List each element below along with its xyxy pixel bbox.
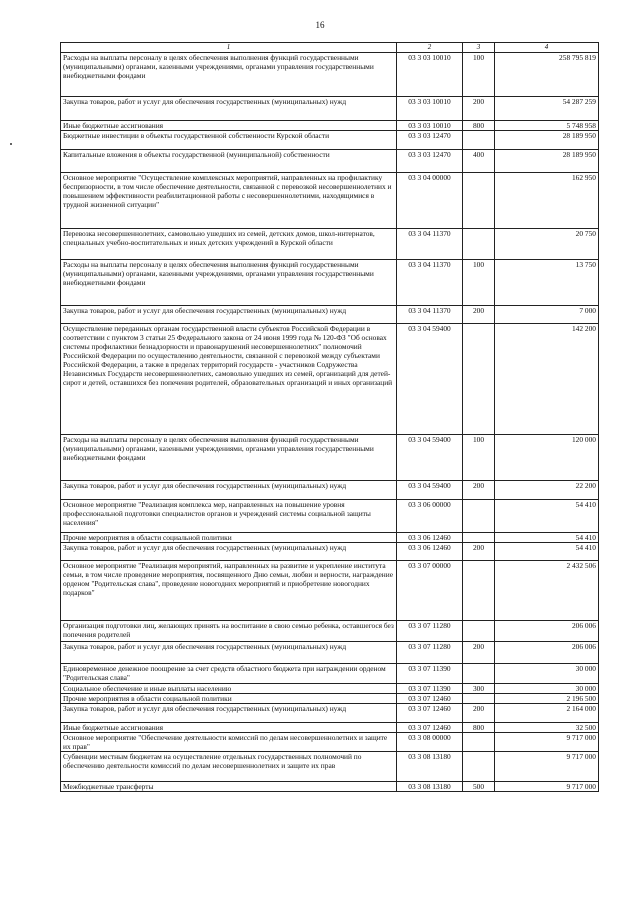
table-row [61, 173, 599, 229]
row-code: 03 3 08 13180 [397, 752, 463, 782]
row-expense-type [463, 229, 495, 260]
row-expense-type: 400 [463, 150, 495, 173]
row-name: Закупка товаров, работ и услуг для обеспечения государственных (муниципальных) нужд [61, 543, 397, 561]
table-row [61, 533, 599, 543]
row-expense-type [463, 621, 495, 642]
row-amount: 2 432 506 [495, 561, 599, 621]
row-expense-type [463, 733, 495, 752]
row-name: Субвенции местным бюджетам на осуществление отдельных государственных полномочий по обеспечению деятельности комиссий по делам несовершеннолетних и защите их прав [61, 752, 397, 782]
column-number: 1 [61, 43, 397, 53]
row-name: Иные бюджетные ассигнования [61, 723, 397, 733]
table-row [61, 664, 599, 684]
row-code: 03 3 04 59400 [397, 481, 463, 500]
row-code: 03 3 07 11280 [397, 621, 463, 642]
row-code: 03 3 08 00000 [397, 733, 463, 752]
row-code: 03 3 03 10010 [397, 121, 463, 131]
row-amount: 162 950 [495, 173, 599, 229]
row-name: Осуществление переданных органам государственной власти субъектов Российской Федерации в соответствии с пунктом 3 статьи 25 Федерального закона от 24 июня 1999 года № 120-ФЗ "Об основах системы профилактики безнадзорности и правонарушений несовершеннолетних" полномочий Российской Федерации по осуществлению деятельности, связанной с перевозкой между субъектами Российской Федерации, а также в пределах территорий государств - участников Содружества Независимых Государств несовершеннолетних, самовольно ушедших из семей, организаций для детей-сирот и детей, оставшихся без попечения родителей, образовательных организаций и иных организаций [61, 324, 397, 435]
row-expense-type [463, 533, 495, 543]
row-name: Расходы на выплаты персоналу в целях обеспечения выполнения функций государственными (муниципальными) органами, казенными учреждениями, органами управления государственными внебюджетными фондами [61, 260, 397, 306]
row-expense-type: 300 [463, 684, 495, 694]
row-expense-type [463, 664, 495, 684]
row-code: 03 3 03 10010 [397, 97, 463, 121]
table-row [61, 543, 599, 561]
column-number: 3 [463, 43, 495, 53]
row-expense-type [463, 694, 495, 704]
table-row [61, 131, 599, 150]
row-expense-type [463, 131, 495, 150]
row-expense-type: 500 [463, 782, 495, 792]
row-amount: 2 164 000 [495, 704, 599, 723]
table-row [61, 260, 599, 306]
row-code: 03 3 06 12460 [397, 543, 463, 561]
row-name: Капитальные вложения в объекты государственной (муниципальной) собственности [61, 150, 397, 173]
row-name: Закупка товаров, работ и услуг для обеспечения государственных (муниципальных) нужд [61, 306, 397, 324]
page-number: 16 [315, 20, 325, 30]
table-row [61, 500, 599, 533]
row-amount: 20 750 [495, 229, 599, 260]
row-amount: 206 006 [495, 642, 599, 664]
row-amount: 7 000 [495, 306, 599, 324]
row-amount: 9 717 000 [495, 733, 599, 752]
row-name: Основное мероприятие "Реализация комплекса мер, направленных на повышение уровня профессиональной подготовки специалистов органов и учреждений системы социальной защиты населения" [61, 500, 397, 533]
table-row [61, 782, 599, 792]
row-amount: 32 500 [495, 723, 599, 733]
table-row [61, 324, 599, 435]
row-name: Прочие мероприятия в области социальной политики [61, 533, 397, 543]
row-expense-type: 200 [463, 704, 495, 723]
table-row [61, 561, 599, 621]
table-row [61, 694, 599, 704]
row-name: Закупка товаров, работ и услуг для обеспечения государственных (муниципальных) нужд [61, 704, 397, 723]
table-row [61, 435, 599, 481]
row-code: 03 3 07 11280 [397, 642, 463, 664]
row-code: 03 3 07 00000 [397, 561, 463, 621]
row-expense-type: 200 [463, 97, 495, 121]
table-row [61, 684, 599, 694]
table-row [61, 53, 599, 97]
row-amount: 30 000 [495, 664, 599, 684]
table-row [61, 229, 599, 260]
row-code: 03 3 04 00000 [397, 173, 463, 229]
table-row [61, 97, 599, 121]
budget-table [60, 42, 599, 792]
row-amount: 120 000 [495, 435, 599, 481]
row-code: 03 3 08 13180 [397, 782, 463, 792]
row-amount: 2 196 500 [495, 694, 599, 704]
row-name: Закупка товаров, работ и услуг для обеспечения государственных (муниципальных) нужд [61, 642, 397, 664]
row-code: 03 3 07 11390 [397, 664, 463, 684]
row-expense-type: 100 [463, 435, 495, 481]
table-row [61, 752, 599, 782]
row-code: 03 3 07 12460 [397, 723, 463, 733]
row-name: Иные бюджетные ассигнования [61, 121, 397, 131]
row-amount: 5 748 958 [495, 121, 599, 131]
row-amount: 54 410 [495, 500, 599, 533]
row-expense-type: 200 [463, 543, 495, 561]
row-name: Основное мероприятие "Осуществление комплексных мероприятий, направленных на профилактику беспризорности, в том числе обеспечение деятельности, связанной с перевозкой несовершеннолетних и повышением эффективности реабилитационной работы с несовершеннолетними, находящимися в трудной жизненной ситуации" [61, 173, 397, 229]
row-expense-type [463, 561, 495, 621]
row-code: 03 3 04 59400 [397, 435, 463, 481]
row-expense-type: 100 [463, 260, 495, 306]
row-code: 03 3 03 12470 [397, 131, 463, 150]
row-expense-type: 200 [463, 306, 495, 324]
table-row [61, 481, 599, 500]
row-expense-type [463, 324, 495, 435]
table-row [61, 621, 599, 642]
column-number: 4 [495, 43, 599, 53]
row-code: 03 3 04 59400 [397, 324, 463, 435]
table-row [61, 306, 599, 324]
row-code: 03 3 07 12460 [397, 694, 463, 704]
table-row [61, 121, 599, 131]
row-name: Социальное обеспечение и иные выплаты населению [61, 684, 397, 694]
row-expense-type: 800 [463, 121, 495, 131]
row-code: 03 3 03 12470 [397, 150, 463, 173]
row-amount: 13 750 [495, 260, 599, 306]
row-code: 03 3 06 12460 [397, 533, 463, 543]
row-amount: 54 410 [495, 543, 599, 561]
row-name: Прочие мероприятия в области социальной политики [61, 694, 397, 704]
row-name: Перевозка несовершеннолетних, самовольно ушедших из семей, детских домов, школ-интернатов, специальных учебно-воспитательных и иных детских учреждений в Курской области [61, 229, 397, 260]
row-code: 03 3 07 12460 [397, 704, 463, 723]
column-number: 2 [397, 43, 463, 53]
row-amount: 22 200 [495, 481, 599, 500]
table-row [61, 723, 599, 733]
row-expense-type: 800 [463, 723, 495, 733]
row-name: Основное мероприятие "Реализация мероприятий, направленных на развитие и укрепление института семьи, в том числе проведение мероприятия, посвященного Дню семьи, любви и верности, награждение орденом "Родительская слава", проведение новогодних мероприятий и приобретение новогодних подарков" [61, 561, 397, 621]
row-amount: 54 410 [495, 533, 599, 543]
row-amount: 28 189 950 [495, 150, 599, 173]
row-name: Бюджетные инвестиции в объекты государственной собственности Курской области [61, 131, 397, 150]
row-name: Закупка товаров, работ и услуг для обеспечения государственных (муниципальных) нужд [61, 481, 397, 500]
row-code: 03 3 06 00000 [397, 500, 463, 533]
column-number-row [61, 43, 599, 53]
table-row [61, 733, 599, 752]
row-expense-type [463, 752, 495, 782]
row-code: 03 3 03 10010 [397, 53, 463, 97]
row-expense-type [463, 173, 495, 229]
row-amount: 9 717 000 [495, 782, 599, 792]
row-expense-type: 200 [463, 481, 495, 500]
row-amount: 30 000 [495, 684, 599, 694]
row-code: 03 3 04 11370 [397, 306, 463, 324]
row-amount: 142 200 [495, 324, 599, 435]
row-expense-type: 200 [463, 642, 495, 664]
row-name: Организация подготовки лиц, желающих принять на воспитание в свою семью ребенка, оставшегося без попечения родителей [61, 621, 397, 642]
table-row [61, 704, 599, 723]
row-amount: 206 006 [495, 621, 599, 642]
table-row [61, 642, 599, 664]
table-row [61, 150, 599, 173]
row-name: Расходы на выплаты персоналу в целях обеспечения выполнения функций государственными (муниципальными) органами, казенными учреждениями, органами управления государственными внебюджетными фондами [61, 53, 397, 97]
row-code: 03 3 04 11370 [397, 260, 463, 306]
row-name: Расходы на выплаты персоналу в целях обеспечения выполнения функций государственными (муниципальными) органами, казенными учреждениями, органами управления государственными внебюджетными фондами [61, 435, 397, 481]
row-code: 03 3 07 11390 [397, 684, 463, 694]
row-amount: 9 717 000 [495, 752, 599, 782]
row-expense-type: 100 [463, 53, 495, 97]
row-expense-type [463, 500, 495, 533]
row-code: 03 3 04 11370 [397, 229, 463, 260]
row-name: Закупка товаров, работ и услуг для обеспечения государственных (муниципальных) нужд [61, 97, 397, 121]
row-name: Основное мероприятие "Обеспечение деятельности комиссий по делам несовершеннолетних и защите их прав" [61, 733, 397, 752]
margin-dot [10, 143, 12, 145]
row-amount: 28 189 950 [495, 131, 599, 150]
row-name: Единовременное денежное поощрение за счет средств областного бюджета при награждении орденом "Родительская слава" [61, 664, 397, 684]
row-amount: 54 287 259 [495, 97, 599, 121]
row-name: Межбюджетные трансферты [61, 782, 397, 792]
row-amount: 258 795 819 [495, 53, 599, 97]
